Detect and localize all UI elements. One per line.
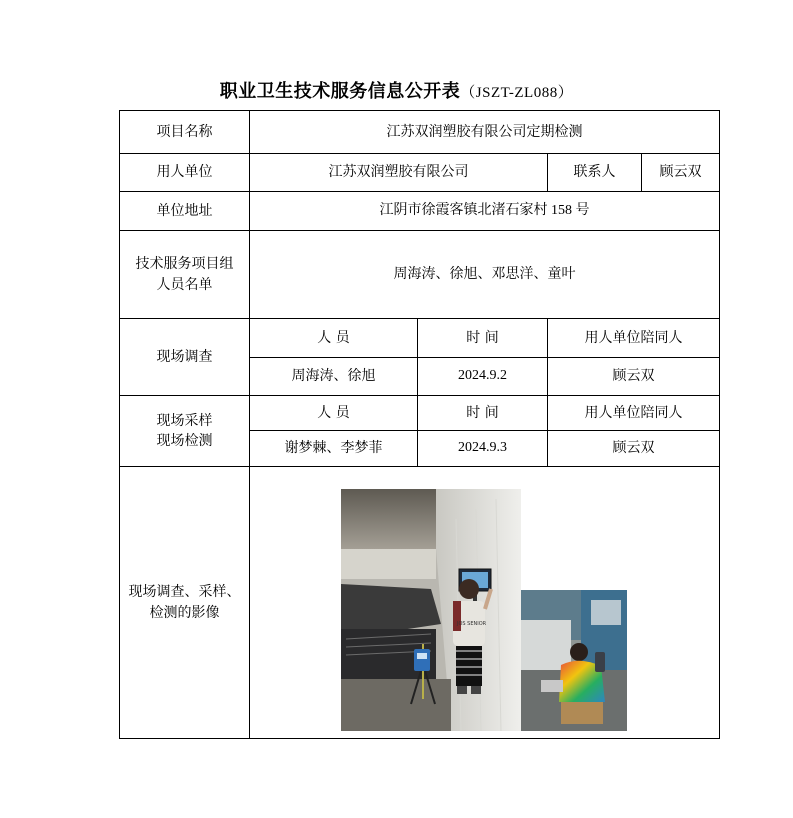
sampling-personnel: 谢梦棘、李梦菲	[250, 431, 418, 467]
survey-label: 现场调查	[120, 319, 250, 396]
project-label: 项目名称	[120, 111, 250, 154]
address-value: 江阴市徐霞客镇北渚石家村 158 号	[250, 192, 720, 231]
team-label-line2: 人员名单	[156, 276, 213, 293]
images-row	[120, 467, 720, 739]
title-code: （JSZT-ZL088）	[460, 85, 574, 101]
team-row	[120, 231, 720, 319]
sampling-header-companion: 用人单位陪同人	[548, 396, 720, 431]
sampling-label	[120, 396, 250, 467]
employer-label: 用人单位	[120, 154, 250, 192]
site-photo-sampling	[521, 590, 627, 731]
images-label	[120, 467, 250, 739]
survey-personnel: 周海涛、徐旭	[250, 358, 418, 396]
images-label-line2: 检测的影像	[149, 604, 220, 621]
survey-header-personnel: 人 员	[250, 319, 418, 358]
employer-row	[120, 154, 720, 192]
address-label: 单位地址	[120, 192, 250, 231]
survey-header-time: 时 间	[418, 319, 548, 358]
survey-header-companion: 用人单位陪同人	[548, 319, 720, 358]
survey-time: 2024.9.2	[418, 358, 548, 396]
site-photo-survey	[341, 489, 521, 731]
sampling-label-line2: 现场检测	[156, 433, 213, 449]
shirt-text: JOS SENIOR	[457, 621, 487, 627]
info-table	[119, 110, 720, 739]
project-value: 江苏双润塑胶有限公司定期检测	[250, 111, 720, 154]
survey-companion: 顾云双	[548, 358, 720, 396]
address-row	[120, 192, 720, 231]
title-main: 职业卫生技术服务信息公开表	[219, 81, 461, 102]
team-label-line1: 技术服务项目组	[135, 256, 234, 273]
photo-area	[250, 467, 718, 737]
sampling-header-row	[120, 396, 720, 431]
images-label-line1: 现场调查、采样、	[128, 584, 241, 601]
contact-value: 顾云双	[642, 154, 720, 192]
images-cell	[250, 467, 720, 739]
project-row	[120, 111, 720, 154]
sampling-companion: 顾云双	[548, 431, 720, 467]
team-label	[120, 231, 250, 319]
employer-value: 江苏双润塑胶有限公司	[250, 154, 548, 192]
survey-header-row	[120, 319, 720, 358]
page-title	[0, 77, 793, 103]
contact-label: 联系人	[548, 154, 642, 192]
sampling-label-line1: 现场采样	[156, 412, 213, 429]
team-value: 周海涛、徐旭、邓思洋、童叶	[250, 231, 720, 319]
sampling-time: 2024.9.3	[418, 431, 548, 467]
sampling-header-personnel: 人 员	[250, 396, 418, 431]
sampling-header-time: 时 间	[418, 396, 548, 431]
